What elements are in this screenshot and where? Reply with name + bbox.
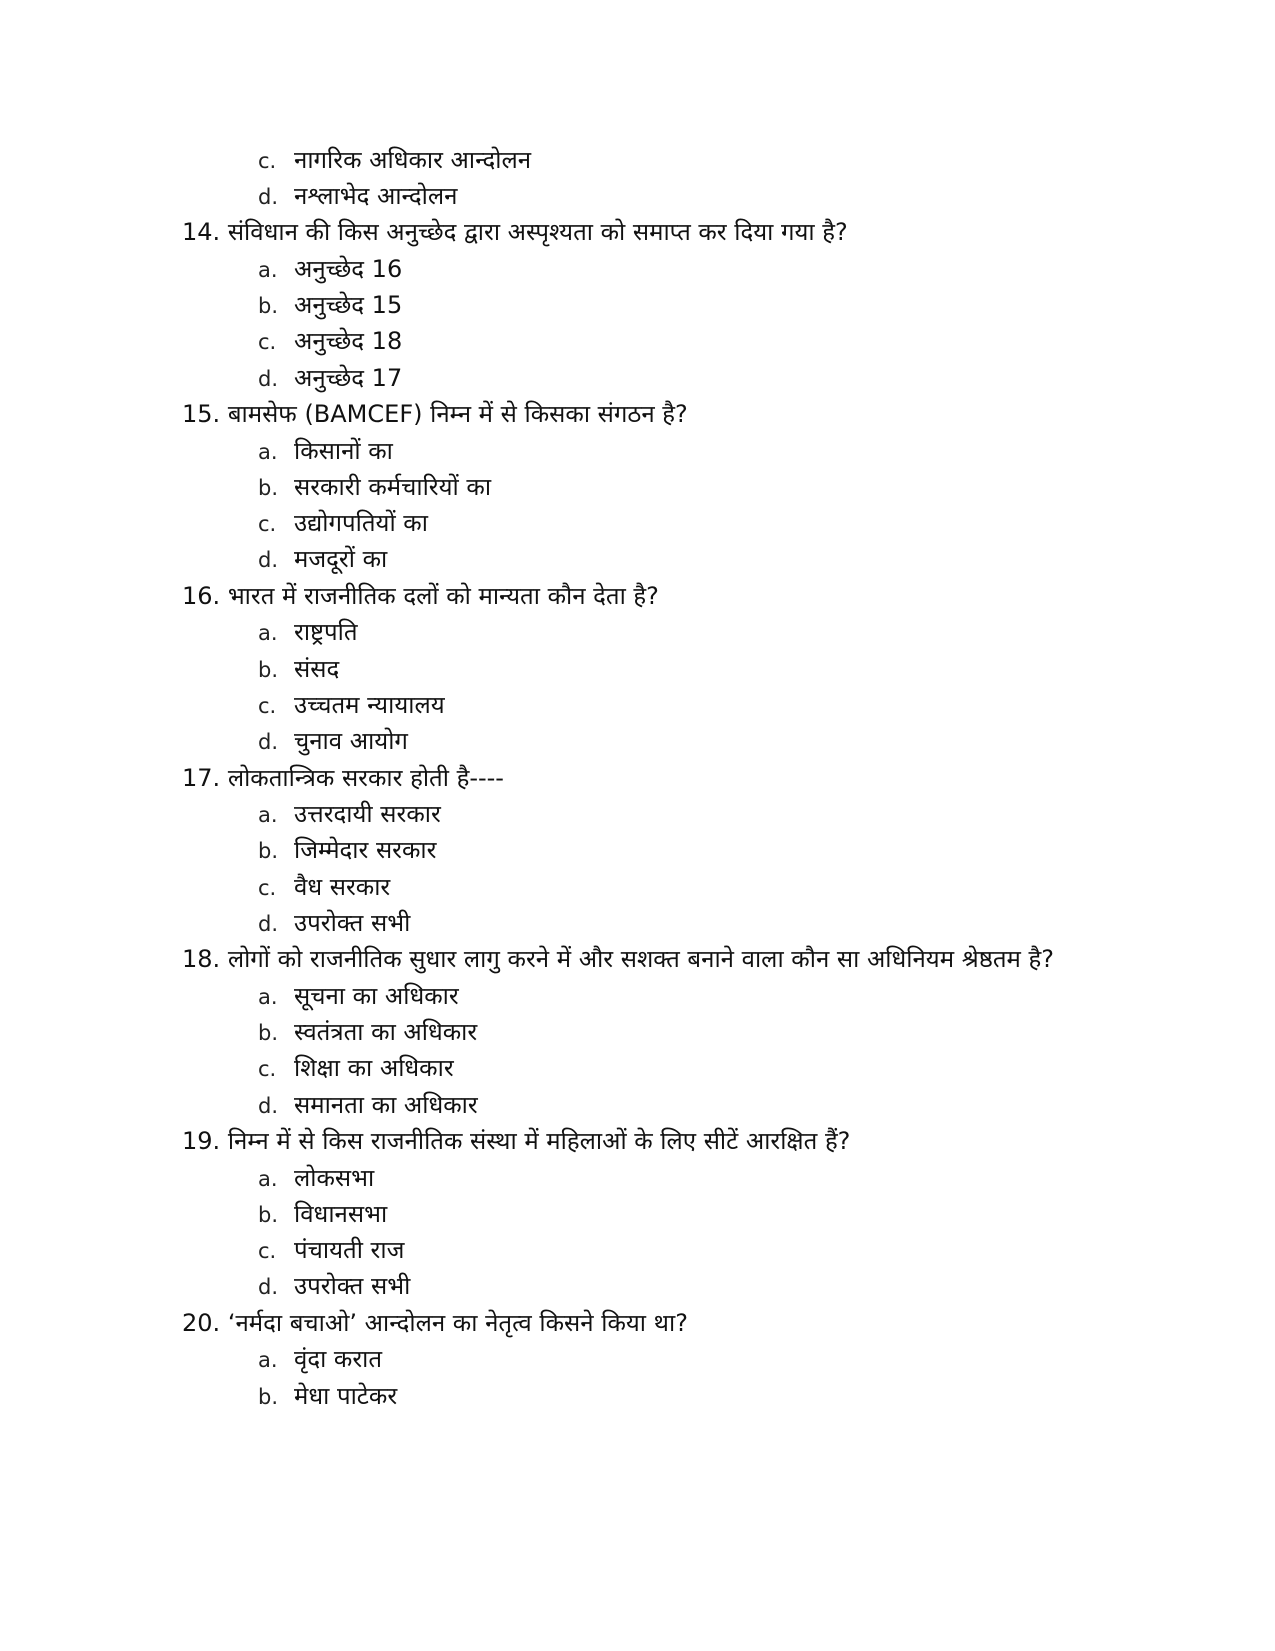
option-text: उपरोक्त सभी	[294, 909, 411, 937]
option-letter: a.	[258, 1348, 278, 1372]
option-text: स्वतंत्रता का अधिकार	[294, 1018, 478, 1046]
option-letter: c.	[258, 876, 277, 900]
option-letter: c.	[258, 330, 277, 354]
option-letter: a.	[258, 985, 278, 1009]
option-letter: a.	[258, 440, 278, 464]
question-line	[182, 577, 659, 615]
option-text: उच्चतम न्यायालय	[294, 691, 445, 719]
option-line	[258, 504, 428, 543]
option-text: जिम्मेदार सरकार	[294, 836, 437, 864]
option-line	[258, 868, 390, 907]
question-text: भारत में राजनीतिक दलों को मान्यता कौन देता है?	[227, 582, 659, 610]
option-line	[258, 1159, 374, 1198]
question-line	[182, 940, 1054, 978]
option-letter: a.	[258, 1167, 278, 1191]
option-letter: c.	[258, 1239, 277, 1263]
option-line	[258, 540, 387, 579]
option-line	[258, 904, 410, 943]
option-text: किसानों का	[294, 437, 393, 465]
option-text: शिक्षा का अधिकार	[294, 1054, 454, 1082]
option-letter: b.	[258, 294, 279, 318]
option-line	[258, 286, 402, 325]
option-text: पंचायती राज	[294, 1236, 405, 1264]
option-line	[258, 977, 459, 1016]
option-text: चुनाव आयोग	[294, 727, 408, 755]
option-text: मजदूरों का	[294, 545, 388, 573]
option-text: राष्ट्रपति	[294, 618, 358, 646]
option-line	[258, 650, 339, 689]
question-number: 18.	[182, 945, 221, 973]
option-text: अनुच्छेद 16	[294, 255, 403, 283]
option-text: मेधा पाटेकर	[294, 1382, 398, 1410]
option-letter: c.	[258, 149, 277, 173]
option-text: विधानसभा	[294, 1200, 388, 1228]
option-letter: a.	[258, 621, 278, 645]
question-text: लोगों को राजनीतिक सुधार लागु करने में और सशक्त बनाने वाला कौन सा अधिनियम श्रेष्ठतम है?	[227, 945, 1054, 973]
option-text: वृंदा करात	[294, 1345, 383, 1373]
option-text: समानता का अधिकार	[294, 1091, 478, 1119]
option-letter: b.	[258, 1203, 279, 1227]
option-text: उद्योगपतियों का	[294, 509, 428, 537]
option-letter: b.	[258, 476, 279, 500]
option-text: सरकारी कर्मचारियों का	[294, 473, 492, 501]
option-text: अनुच्छेद 18	[294, 327, 403, 355]
option-letter: d.	[258, 730, 279, 754]
question-text: लोकतान्त्रिक सरकार होती है----	[227, 764, 504, 792]
question-text: ‘नर्मदा बचाओ’ आन्दोलन का नेतृत्व किसने किया था?	[227, 1309, 688, 1337]
option-letter: a.	[258, 803, 278, 827]
option-letter: b.	[258, 658, 279, 682]
question-line	[182, 213, 848, 251]
option-letter: b.	[258, 1385, 279, 1409]
question-number: 19.	[182, 1127, 221, 1155]
question-number: 14.	[182, 218, 221, 246]
question-text: संविधान की किस अनुच्छेद द्वारा अस्पृश्यता को समाप्त कर दिया गया है?	[227, 218, 848, 246]
option-line	[258, 1049, 454, 1088]
question-number: 17.	[182, 764, 221, 792]
option-text: अनुच्छेद 15	[294, 291, 403, 319]
option-letter: a.	[258, 258, 278, 282]
option-letter: d.	[258, 1094, 279, 1118]
option-letter: d.	[258, 367, 279, 391]
option-letter: b.	[258, 839, 279, 863]
question-number: 20.	[182, 1309, 221, 1337]
question-text: बामसेफ (BAMCEF) निम्न में से किसका संगठन है?	[227, 400, 688, 428]
option-letter: d.	[258, 1275, 279, 1299]
option-line	[258, 322, 402, 361]
option-line	[258, 1267, 410, 1306]
option-letter: c.	[258, 694, 277, 718]
option-line	[258, 432, 393, 471]
option-line	[258, 141, 531, 180]
option-letter: d.	[258, 185, 279, 209]
option-text: वैध सरकार	[294, 873, 391, 901]
question-line	[182, 1304, 688, 1342]
option-line	[258, 1231, 404, 1270]
question-number: 16.	[182, 582, 221, 610]
option-line	[258, 831, 436, 870]
option-line	[258, 1086, 478, 1125]
option-letter: d.	[258, 912, 279, 936]
option-line	[258, 686, 445, 725]
question-line	[182, 1122, 850, 1160]
option-letter: c.	[258, 1057, 277, 1081]
option-line	[258, 177, 457, 216]
option-line	[258, 613, 358, 652]
option-text: उत्तरदायी सरकार	[294, 800, 441, 828]
question-number: 15.	[182, 400, 221, 428]
option-letter: d.	[258, 548, 279, 572]
option-line	[258, 795, 441, 834]
option-text: अनुच्छेद 17	[294, 364, 403, 392]
option-line	[258, 1195, 387, 1234]
option-text: सूचना का अधिकार	[294, 982, 459, 1010]
option-line	[258, 250, 402, 289]
option-line	[258, 359, 402, 398]
option-line	[258, 1013, 477, 1052]
option-letter: c.	[258, 512, 277, 536]
option-text: नश्लाभेद आन्दोलन	[294, 182, 458, 210]
option-line	[258, 1377, 397, 1416]
question-text: निम्न में से किस राजनीतिक संस्था में महिलाओं के लिए सीटें आरक्षित हैं?	[227, 1127, 851, 1155]
option-text: उपरोक्त सभी	[294, 1272, 411, 1300]
option-line	[258, 722, 408, 761]
option-letter: b.	[258, 1021, 279, 1045]
option-text: नागरिक अधिकार आन्दोलन	[294, 146, 532, 174]
option-text: लोकसभा	[294, 1164, 375, 1192]
option-line	[258, 1340, 382, 1379]
option-text: संसद	[294, 655, 340, 683]
question-line	[182, 759, 504, 797]
question-line	[182, 395, 688, 433]
option-line	[258, 468, 491, 507]
